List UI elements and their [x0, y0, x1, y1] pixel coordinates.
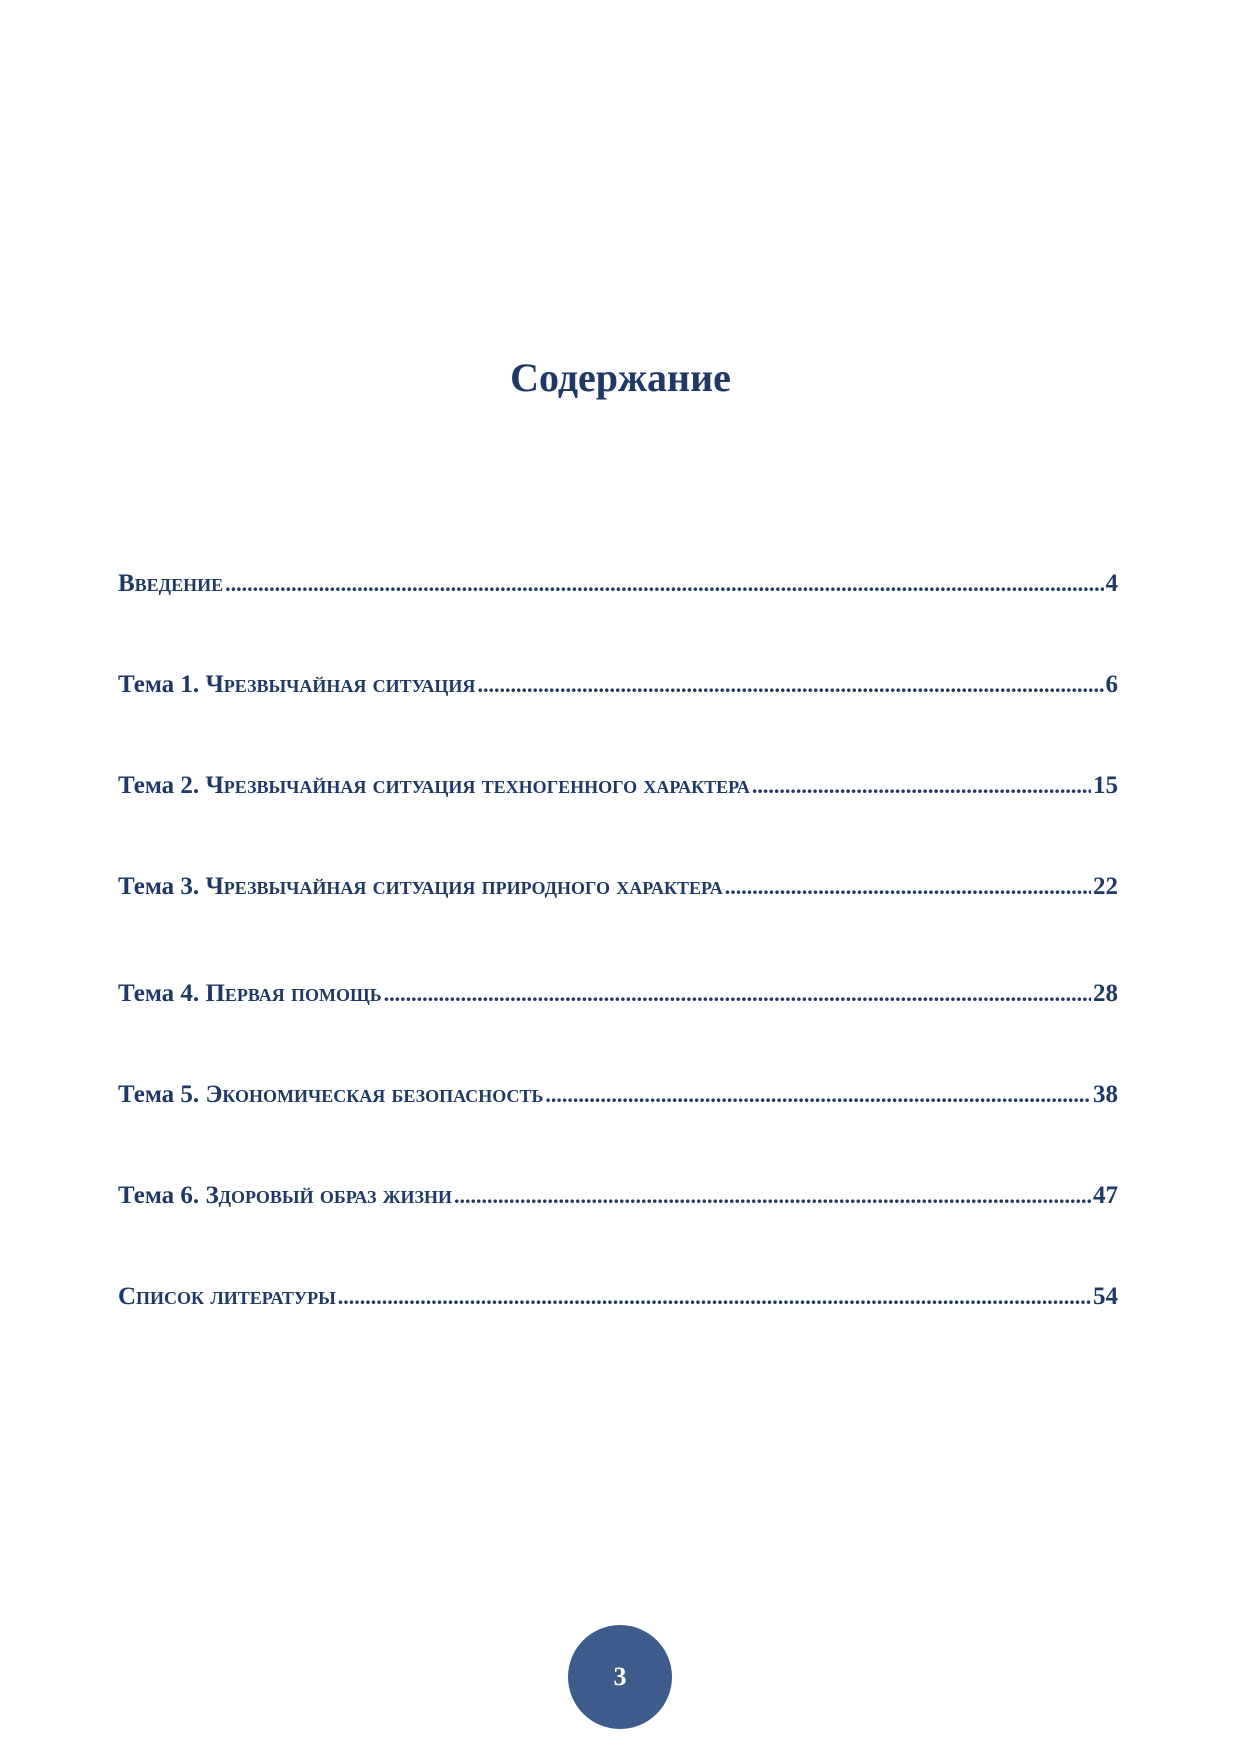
toc-entry-introduction[interactable]	[118, 570, 1118, 598]
toc-entry-prefix: Тема 5.	[118, 1081, 206, 1108]
toc-entry-topic-5[interactable]	[118, 1081, 1118, 1109]
toc-leader-dots	[338, 1284, 1091, 1310]
page-number-badge: 3	[568, 1625, 672, 1729]
toc-entry-topic-3[interactable]	[118, 873, 1118, 901]
toc-leader-dots	[545, 1082, 1091, 1108]
toc-entry-label: Экономическая безопасность	[205, 1081, 544, 1108]
toc-entry-page: 6	[1105, 671, 1118, 698]
toc-leader-dots	[752, 773, 1091, 799]
toc-entry-label: Здоровый образ жизни	[205, 1182, 453, 1209]
toc-entry-prefix: Тема 6.	[118, 1182, 206, 1209]
toc-leader-dots	[454, 1183, 1091, 1209]
toc-entry-page: 4	[1105, 570, 1118, 597]
toc-entry-prefix: Тема 4.	[118, 980, 206, 1007]
toc-entry-page: 15	[1093, 772, 1118, 799]
toc-entry-page: 54	[1093, 1283, 1118, 1310]
toc-entry-label: Введение	[118, 570, 224, 597]
toc-entry-label: Список литературы	[118, 1283, 336, 1310]
toc-leader-dots	[477, 672, 1103, 698]
toc-entry-page: 22	[1093, 873, 1118, 900]
toc-leader-dots	[384, 981, 1091, 1007]
toc-entry-references[interactable]	[118, 1283, 1118, 1311]
toc-leader-dots	[725, 874, 1091, 900]
page-title: Содержание	[510, 355, 731, 400]
toc-entry-label: Первая помощь	[205, 980, 382, 1007]
toc-entry-prefix: Тема 3.	[118, 873, 206, 900]
toc-entry-topic-4[interactable]	[118, 980, 1118, 1008]
toc-entry-topic-1[interactable]	[118, 671, 1118, 699]
toc-entry-label: Чрезвычайная ситуация техногенного характера	[205, 772, 750, 799]
toc-entry-page: 38	[1093, 1081, 1118, 1108]
toc-entry-prefix: Тема 1.	[118, 671, 206, 698]
toc-entry-label: Чрезвычайная ситуация	[205, 671, 476, 698]
toc-entry-label: Чрезвычайная ситуация природного характера	[205, 873, 723, 900]
toc-entry-topic-6[interactable]	[118, 1182, 1118, 1210]
toc-entry-topic-2[interactable]	[118, 772, 1118, 800]
toc-leader-dots	[225, 571, 1103, 597]
toc-entry-page: 47	[1093, 1182, 1118, 1209]
toc-entry-prefix: Тема 2.	[118, 772, 206, 799]
toc-entry-page: 28	[1093, 980, 1118, 1007]
